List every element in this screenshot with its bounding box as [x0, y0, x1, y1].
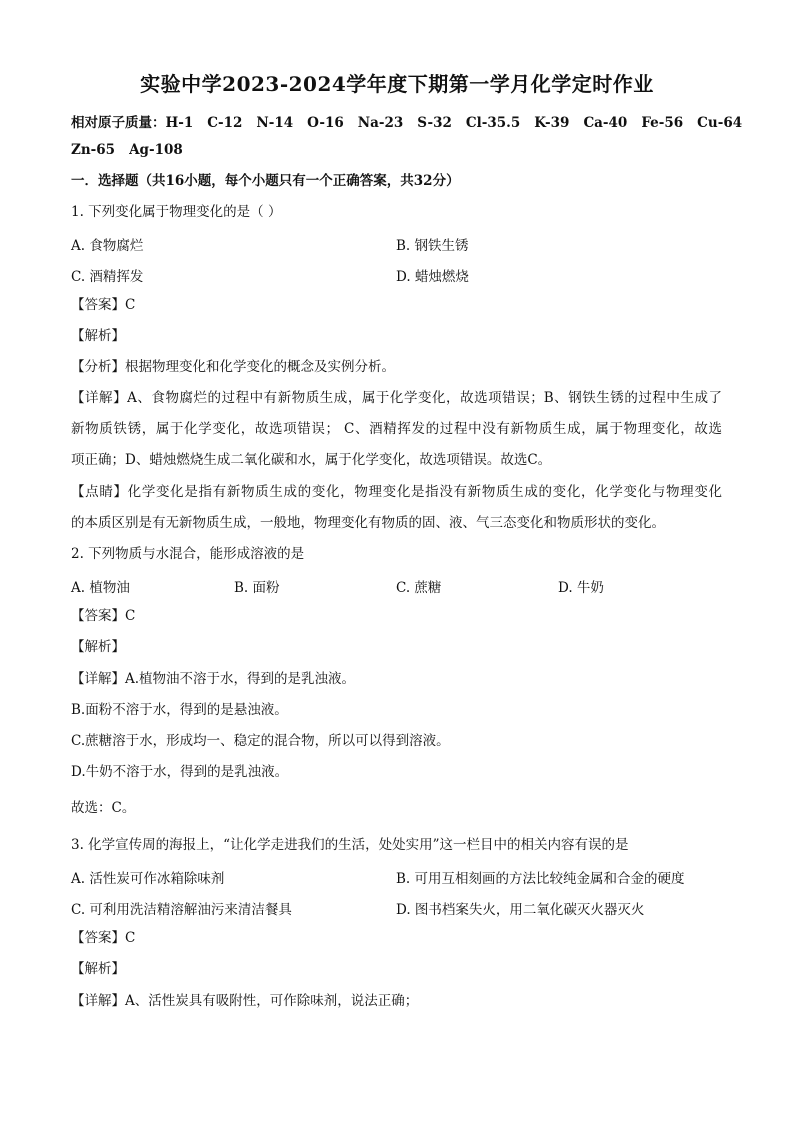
question-1-option-a: A. 食物腐烂 — [71, 238, 144, 254]
atomic-mass-label: 相对原子质量： — [71, 115, 166, 131]
question-1-comment-line-2: 的本质区别是有无新物质生成，一般地，物理变化有物质的固、液、气三态变化和物质形状的变化。 — [71, 515, 665, 531]
atomic-mass-item: S-32 — [417, 115, 452, 131]
atomic-mass-item: Zn-65 — [71, 142, 116, 158]
atomic-mass-item: Cu-64 — [697, 115, 743, 131]
atomic-mass-item: Fe-56 — [641, 115, 684, 131]
question-3-option-c: C. 可利用洗洁精溶解油污来清洁餐具 — [71, 902, 292, 918]
question-1-option-d: D. 蜡烛燃烧 — [396, 269, 469, 285]
question-2-conclusion: 故选：C。 — [71, 800, 136, 816]
question-2-option-b: B. 面粉 — [234, 580, 280, 596]
question-3-answer: 【答案】C — [71, 930, 136, 946]
question-3-detail-line-1: 【详解】A、活性炭具有吸附性，可作除味剂，说法正确； — [71, 993, 419, 1009]
question-3-stem: 3. 化学宣传周的海报上，“让化学走进我们的生活，处处实用”这一栏目中的相关内容有误的是 — [71, 837, 629, 853]
atomic-mass-item: K-39 — [534, 115, 570, 131]
question-1-detail-line-3: 项正确；D、蜡烛燃烧生成二氧化碳和水，属于化学变化，故选项错误。故选C。 — [71, 452, 552, 468]
question-2-option-c: C. 蔗糖 — [396, 580, 442, 596]
question-2-detail-line-3: C.蔗糖溶于水，形成均一、稳定的混合物，所以可以得到溶液。 — [71, 733, 450, 749]
atomic-mass-item: O-16 — [307, 115, 344, 131]
question-1-analysis-label: 【解析】 — [71, 328, 125, 344]
question-1-fenxi: 【分析】根据物理变化和化学变化的概念及实例分析。 — [71, 359, 395, 375]
question-3-option-b: B. 可用互相刻画的方法比较纯金属和合金的硬度 — [396, 871, 685, 887]
atomic-mass-line-2 — [71, 142, 197, 158]
atomic-mass-item: Ca-40 — [583, 115, 628, 131]
atomic-mass-item: N-14 — [256, 115, 294, 131]
question-2-answer: 【答案】C — [71, 608, 136, 624]
question-2-option-a: A. 植物油 — [71, 580, 130, 596]
question-1-detail-line-2: 新物质铁锈，属于化学变化，故选项错误； C、酒精挥发的过程中没有新物质生成，属于物理变化，故选 — [71, 421, 722, 437]
question-1-comment-line-1: 【点睛】化学变化是指有新物质生成的变化，物理变化是指没有新物质生成的变化，化学变化与物理变化 — [71, 484, 722, 500]
question-2-detail-line-4: D.牛奶不溶于水，得到的是乳浊液。 — [71, 764, 289, 780]
atomic-mass-item: Ag-108 — [129, 142, 183, 158]
atomic-mass-item: Na-23 — [357, 115, 404, 131]
page-title: 实验中学2023-2024学年度下期第一学月化学定时作业 — [140, 72, 654, 96]
question-2-stem: 2. 下列物质与水混合，能形成溶液的是 — [71, 546, 305, 562]
question-3-analysis-label: 【解析】 — [71, 961, 125, 977]
question-1-option-b: B. 钢铁生锈 — [396, 238, 469, 254]
question-1-option-c: C. 酒精挥发 — [71, 269, 144, 285]
atomic-mass-line-1 — [71, 111, 742, 131]
question-2-analysis-label: 【解析】 — [71, 639, 125, 655]
atomic-mass-item: Cl-35.5 — [465, 115, 521, 131]
question-1-detail-line-1: 【详解】A、食物腐烂的过程中有新物质生成，属于化学变化，故选项错误；B、钢铁生锈的过程中生成了 — [71, 390, 722, 406]
question-3-option-a: A. 活性炭可作冰箱除味剂 — [71, 871, 225, 887]
question-2-detail-line-2: B.面粉不溶于水，得到的是悬浊液。 — [71, 702, 288, 718]
section-header: 一．选择题（共16小题，每个小题只有一个正确答案，共32分） — [71, 173, 460, 189]
question-1-answer: 【答案】C — [71, 297, 136, 313]
question-1-stem: 1. 下列变化属于物理变化的是（ ） — [71, 204, 282, 220]
atomic-mass-item: H-1 — [165, 115, 194, 131]
question-2-option-d: D. 牛奶 — [558, 580, 604, 596]
question-3-option-d: D. 图书档案失火，用二氧化碳灭火器灭火 — [396, 902, 645, 918]
atomic-mass-item: C-12 — [207, 115, 243, 131]
question-2-detail-line-1: 【详解】A.植物油不溶于水，得到的是乳浊液。 — [71, 671, 356, 687]
